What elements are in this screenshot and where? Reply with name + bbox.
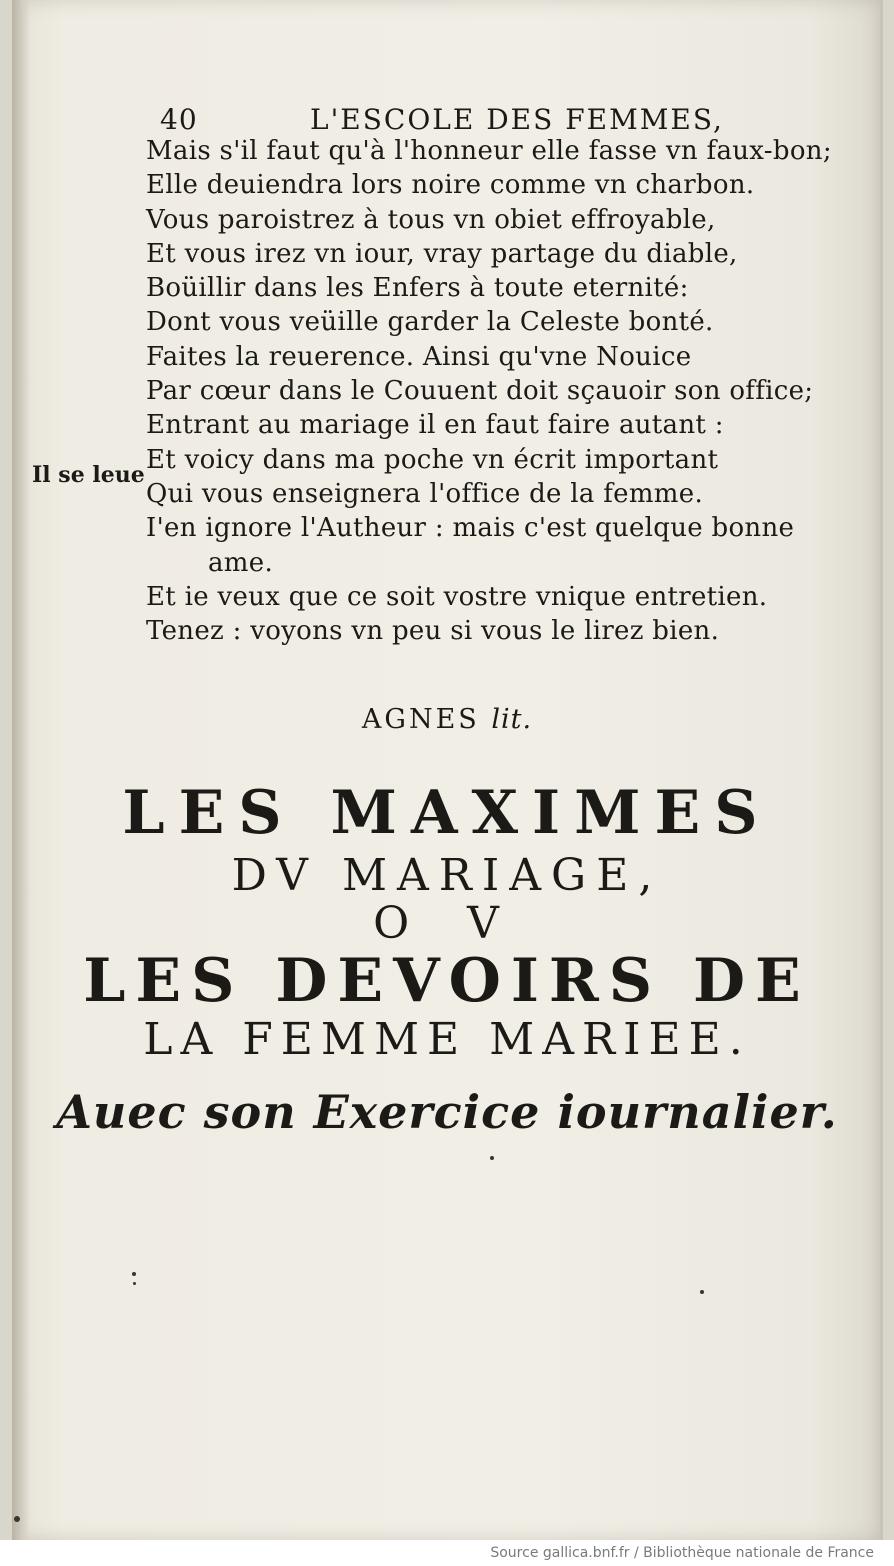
verse-line: Par cœur dans le Couuent doit sçauoir son office; [146, 376, 814, 407]
verse-line: Vous paroistrez à tous vn obiet effroyable, [146, 204, 716, 235]
section-title-line-5: LA FEMME MARIEE. [143, 1014, 751, 1065]
verse-line: I'en ignore l'Autheur : mais c'est quelque bonne [146, 513, 795, 544]
verse-line: Boüillir dans les Enfers à toute eternité: [146, 273, 689, 304]
verse-line: Qui vous enseignera l'office de la femme. [146, 478, 704, 509]
section-title-line-3: O V [373, 898, 521, 949]
source-credit: Source gallica.bnf.fr / Bibliothèque nationale de France [490, 1545, 874, 1561]
section-subtitle: Auec son Exercice iournalier. [56, 1085, 838, 1139]
page-binding-shadow [12, 0, 30, 1540]
verse-line: Elle deuiendra lors noire comme vn charbon. [146, 170, 755, 201]
section-title-line-1: LES MAXIMES [122, 778, 772, 848]
verse-line: Et ie veux que ce soit vostre vnique entretien. [146, 581, 768, 612]
verse-line-continuation: ame. [208, 547, 274, 578]
running-title: L'ESCOLE DES FEMMES, [310, 103, 724, 136]
ink-speck [14, 1516, 20, 1522]
ink-speck [700, 1290, 704, 1294]
verse-line: Entrant au mariage il en faut faire autant : [146, 410, 724, 441]
section-title-line-2: DV MARIAGE, [231, 850, 663, 901]
verse-line: Tenez : voyons vn peu si vous le lirez bien. [146, 616, 720, 647]
verse-line: Et vous irez vn iour, vray partage du diable, [146, 238, 738, 269]
verse-line: Faites la reuerence. Ainsi qu'vne Nouice [146, 341, 692, 372]
page-number: 40 [160, 103, 198, 136]
verse-line: Et voicy dans ma poche vn écrit important [146, 444, 719, 475]
section-title-line-4: LES DEVOIRS DE [83, 946, 811, 1016]
speaker-name: AGNES [361, 704, 480, 735]
verse-block [146, 134, 866, 648]
speaker-heading [0, 700, 894, 740]
verse-line: Mais s'il faut qu'à l'honneur elle fasse vn faux-bon; [146, 136, 832, 166]
ink-speck [490, 1156, 494, 1160]
page-header [160, 102, 760, 138]
ink-speck [132, 1272, 136, 1276]
ink-speck [133, 1282, 136, 1285]
stage-direction: Il se leue [32, 462, 145, 488]
speaker-action: lit. [491, 704, 533, 735]
verse-line: Dont vous veüille garder la Celeste bonté. [146, 307, 714, 338]
